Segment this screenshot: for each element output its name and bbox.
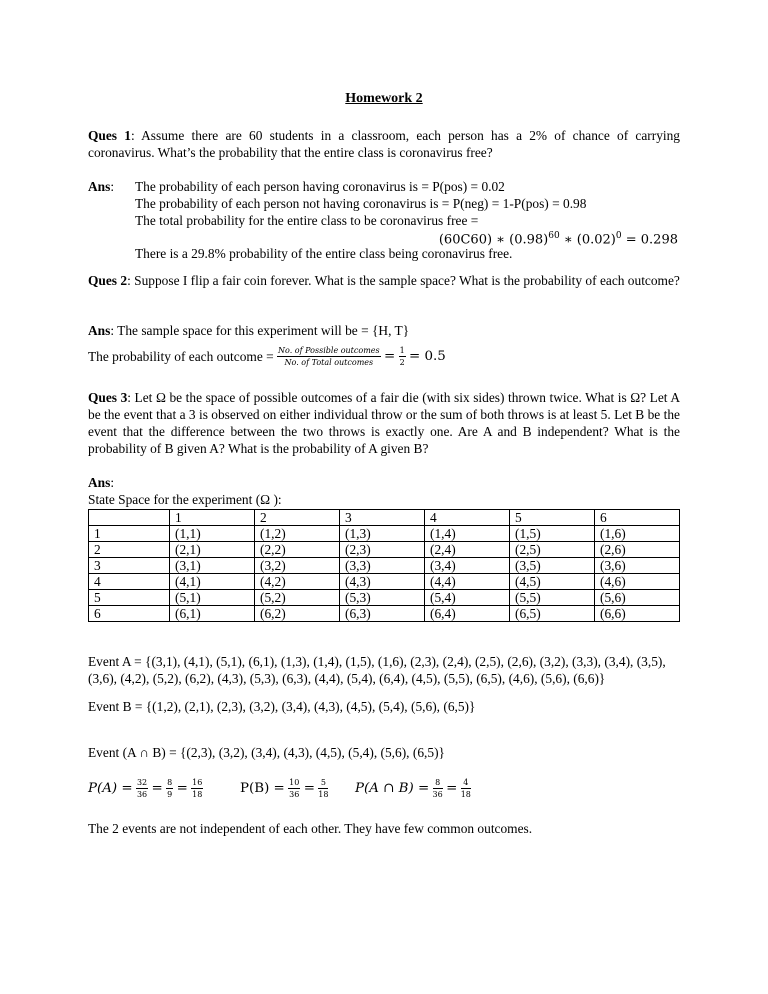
table-cell: (3,5)	[510, 558, 595, 574]
table-header-cell: 6	[595, 510, 680, 526]
table-cell: (4,3)	[340, 574, 425, 590]
event-a-intersect-b: Event (A ∩ B) = {(2,3), (3,2), (3,4), (4,3), (4,5), (5,4), (5,6), (6,5)}	[88, 745, 445, 760]
outcome-fraction: $\frac{\text{No. of Possible outcomes}}{\text{No. of Total outcomes}}$	[278, 346, 380, 367]
table-cell: (2,5)	[510, 542, 595, 558]
table-cell: 1	[89, 526, 170, 542]
state-space-label: State Space for the experiment (Ω ):	[88, 492, 282, 507]
answer-1-label: Ans:	[88, 179, 115, 194]
table-cell: (1,4)	[425, 526, 510, 542]
table-cell: 5	[89, 590, 170, 606]
table-cell: 4	[89, 574, 170, 590]
table-cell: (3,2)	[255, 558, 340, 574]
table-cell: (1,6)	[595, 526, 680, 542]
table-cell: (4,4)	[425, 574, 510, 590]
table-row	[89, 606, 680, 622]
answer-3-label: Ans:	[88, 475, 115, 490]
table-cell: 3	[89, 558, 170, 574]
fraction: $\frac{8}{36}$	[432, 778, 443, 799]
question-3	[88, 389, 680, 457]
table-cell: (5,6)	[595, 590, 680, 606]
table-cell: 6	[89, 606, 170, 622]
answer-1-line: The probability of each person not having coronavirus is = P(neg) = 1-P(pos) = 0.98	[135, 196, 587, 211]
table-cell: (6,4)	[425, 606, 510, 622]
table-cell: (2,3)	[340, 542, 425, 558]
answer-1-conclusion: There is a 29.8% probability of the entire class being coronavirus free.	[135, 246, 513, 261]
table-row	[89, 590, 680, 606]
table-cell: (6,6)	[595, 606, 680, 622]
table-cell: (4,5)	[510, 574, 595, 590]
table-cell: (5,2)	[255, 590, 340, 606]
fraction: $\frac{5}{18}$	[318, 778, 329, 799]
table-cell: (3,3)	[340, 558, 425, 574]
table-cell: (2,2)	[255, 542, 340, 558]
table-cell: (3,6)	[595, 558, 680, 574]
table-cell: (5,3)	[340, 590, 425, 606]
probability-a-intersect-b: P(A ∩ B) = $\frac{8}{36}$ = $\frac{4}{18}$	[355, 778, 471, 799]
question-3-label: Ques 3	[88, 390, 128, 405]
fraction: $\frac{10}{36}$	[289, 778, 300, 799]
fraction: $\frac{32}{36}$	[136, 778, 148, 799]
table-cell: (1,5)	[510, 526, 595, 542]
table-cell: (2,4)	[425, 542, 510, 558]
table-cell: 2	[89, 542, 170, 558]
table-header-cell	[89, 510, 170, 526]
probability-a: P(A) = $\frac{32}{36}$ = $\frac{8}{9}$ = $\frac{16}{18}$	[88, 778, 203, 799]
question-1	[88, 127, 680, 161]
table-cell: (4,6)	[595, 574, 680, 590]
answer-1-line: The total probability for the entire class to be coronavirus free =	[135, 213, 479, 228]
table-cell: (2,6)	[595, 542, 680, 558]
probability-b: P(B) = $\frac{10}{36}$ = $\frac{5}{18}$	[240, 778, 329, 799]
table-cell: (3,1)	[170, 558, 255, 574]
question-3-text: : Let Ω be the space of possible outcomes of a fair die (with six sides) thrown twice. What is Ω? Let A be the event that a 3 is observed on either individual throw or the sum of both throws is at least 5. Let B be the event that the difference between the two throws is exactly one. Are A and B independent? What is the probability of B given A? What is the probability of A given B?	[88, 390, 681, 456]
table-cell: (5,5)	[510, 590, 595, 606]
table-cell: (6,1)	[170, 606, 255, 622]
table-row	[89, 526, 680, 542]
fraction: $\frac{8}{9}$	[167, 778, 173, 799]
table-cell: (4,1)	[170, 574, 255, 590]
question-2-label: Ques 2	[88, 273, 128, 288]
table-row	[89, 558, 680, 574]
event-a: Event A = {(3,1), (4,1), (5,1), (6,1), (1,3), (1,4), (1,5), (1,6), (2,3), (2,4), (2,5), (2,6), (3,2), (3,3), (3,4), (3,5), (3,6), (4,2), (5,2), (6,2), (4,3), (5,3), (6,3), (4,4), (5,4), (6,4), (4,5), (5,5), (6,5), (4,6), (5,6), (6,6)}	[88, 654, 666, 686]
table-row	[89, 574, 680, 590]
table-cell: (2,1)	[170, 542, 255, 558]
fraction: $\frac{16}{18}$	[192, 778, 203, 799]
table-cell: (3,4)	[425, 558, 510, 574]
page-title: Homework 2	[345, 91, 423, 106]
event-b: Event B = {(1,2), (2,1), (2,3), (3,2), (3,4), (4,3), (4,5), (5,4), (5,6), (6,5)}	[88, 699, 476, 714]
answer-1-body	[135, 178, 695, 229]
table-cell: (1,3)	[340, 526, 425, 542]
state-space-table	[88, 509, 680, 622]
answer-2: Ans: The sample space for this experiment will be = {H, T}	[88, 323, 410, 338]
table-cell: (6,2)	[255, 606, 340, 622]
answer-1-formula: (60C60) ∗ $(0.98)^{60}$ ∗ $(0.02)^0 = 0.298$	[438, 231, 678, 248]
table-cell: (1,1)	[170, 526, 255, 542]
table-header-cell: 4	[425, 510, 510, 526]
question-1-label: Ques 1	[88, 128, 131, 143]
table-header-cell: 3	[340, 510, 425, 526]
question-2-text: : Suppose I flip a fair coin forever. What is the sample space? What is the probability of each outcome?	[127, 273, 680, 288]
table-cell: (6,5)	[510, 606, 595, 622]
table-header-row	[89, 510, 680, 526]
table-header-cell: 5	[510, 510, 595, 526]
table-cell: (1,2)	[255, 526, 340, 542]
table-row	[89, 542, 680, 558]
answer-1-line: The probability of each person having coronavirus is = P(pos) = 0.02	[135, 179, 505, 194]
table-cell: (5,1)	[170, 590, 255, 606]
table-cell: (6,3)	[340, 606, 425, 622]
table-header-cell: 2	[255, 510, 340, 526]
answer-3-conclusion: The 2 events are not independent of each other. They have few common outcomes.	[88, 821, 533, 836]
table-cell: (5,4)	[425, 590, 510, 606]
question-2	[88, 272, 680, 289]
question-1-text: : Assume there are 60 students in a classroom, each person has a 2% of chance of carrying coronavirus. What’s the probability that the entire class is coronavirus free?	[88, 128, 681, 160]
half-fraction: $\frac{1}{2}$	[399, 346, 405, 367]
table-cell: (4,2)	[255, 574, 340, 590]
fraction: $\frac{4}{18}$	[460, 778, 471, 799]
answer-2-probability: The probability of each outcome = $\frac{\text{No. of Possible outcomes}}{\text{No. of Total outcomes}}$ = $\frac{1}{2}$ = 0.5	[88, 346, 446, 367]
table-header-cell: 1	[170, 510, 255, 526]
